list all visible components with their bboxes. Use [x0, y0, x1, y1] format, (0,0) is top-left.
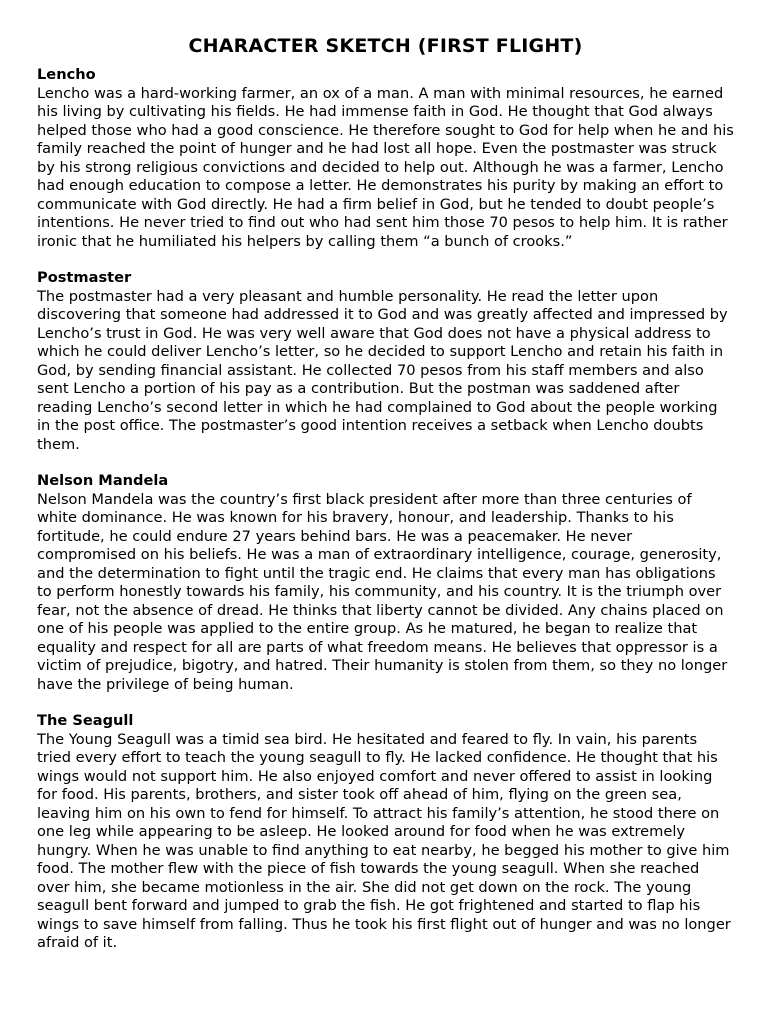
section-lencho	[37, 66, 734, 251]
section-heading: Postmaster	[37, 269, 132, 286]
section-heading: Lencho	[37, 66, 96, 83]
section-body: Nelson Mandela was the country’s first black president after more than three centuries of white dominance. He was known for his bravery, honour, and leadership. Thanks to his fortitude, he could endure 27 years behind bars. He was a peacemaker. He never compromised on his beliefs. He was a man of extraordinary intelligence, courage, generosity, and the determination to fight until the tragic end. He claims that every man has obligations to perform honestly towards his family, his community, and his country. It is the triumph over fear, not the absence of dread. He thinks that liberty cannot be divided. Any chains placed on one of his people was applied to the entire group. As he matured, he began to realize that equality and respect for all are parts of what freedom means. He believes that oppressor is a victim of prejudice, bigotry, and hatred. Their humanity is stolen from them, so they no longer have the privilege of being human.	[37, 490, 728, 693]
section-nelson-mandela	[37, 472, 734, 694]
section-body: The Young Seagull was a timid sea bird. He hesitated and feared to fly. In vain, his parents tried every effort to teach the young seagull to fly. He lacked confidence. He thought that his wings would not support him. He also enjoyed comfort and never offered to assist in looking for food. His parents, brothers, and sister took off ahead of him, flying on the green sea, leaving him on his own to fend for himself. To attract his family’s attention, he stood there on one leg while appearing to be asleep. He looked around for food when he was extremely hungry. When he was unable to find anything to eat nearby, he begged his mother to give him food. The mother flew with the piece of fish towards the young seagull. When she reached over him, she became motionless in the air. She did not get down on the rock. The young seagull bent forward and jumped to grab the fish. He got frightened and started to flap his wings to save himself from falling. Thus he took his first flight out of hunger and was no longer afraid of it.	[37, 730, 731, 951]
document-title: CHARACTER SKETCH (FIRST FLIGHT)	[188, 35, 583, 57]
section-heading: Nelson Mandela	[37, 472, 169, 489]
section-body: Lencho was a hard-working farmer, an ox of a man. A man with minimal resources, he earned his living by cultivating his fields. He had immense faith in God. He thought that God always helped those who had a good conscience. He therefore sought to God for help when he and his family reached the point of hunger and he had lost all hope. Even the postmaster was struck by his strong religious convictions and decided to help out. Although he was a farmer, Lencho had enough education to compose a letter. He demonstrates his purity by making an effort to communicate with God directly. He had a firm belief in God, but he tended to doubt people’s intentions. He never tried to find out who had sent him those 70 pesos to help him. It is rather ironic that he humiliated his helpers by calling them “a bunch of crooks.”	[37, 84, 734, 250]
section-body: The postmaster had a very pleasant and humble personality. He read the letter upon discovering that someone had addressed it to God and was greatly affected and impressed by Lencho’s trust in God. He was very well aware that God does not have a physical address to which he could deliver Lencho’s letter, so he decided to support Lencho and retain his faith in God, by sending financial assistant. He collected 70 pesos from his staff members and also sent Lencho a portion of his pay as a contribution. But the postman was saddened after reading Lencho’s second letter in which he had complained to God about the people working in the post office. The postmaster’s good intention receives a setback when Lencho doubts them.	[37, 287, 728, 453]
section-seagull	[37, 712, 734, 953]
section-heading: The Seagull	[37, 712, 134, 729]
section-postmaster	[37, 269, 734, 454]
